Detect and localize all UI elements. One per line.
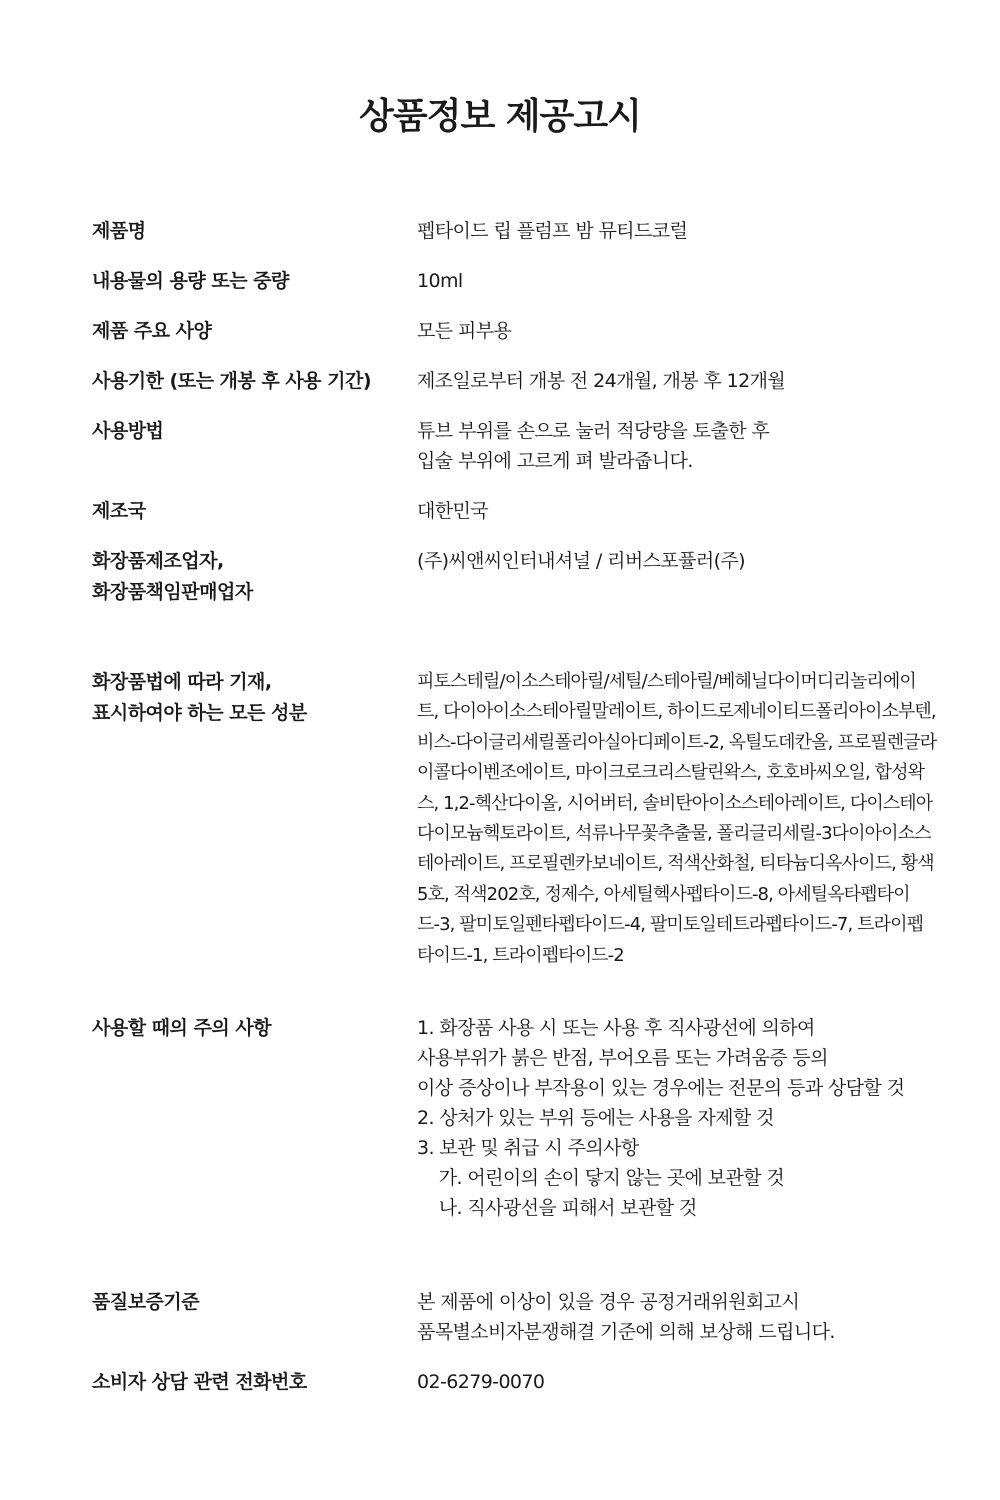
row-product-name xyxy=(92,216,952,247)
page-title: 상품정보 제공고시 xyxy=(359,96,641,137)
row-value: 피토스테릴/이소스테아릴/세틸/스테아릴/베헤닐다이머디리놀리에이트, 다이아이소스테아릴말레이트, 하이드로제네이티드폴리아이소부텐, 비스-다이글리세릴폴리아실아디페이트-2, 옥틸도데칸올, 프로필렌글라이콜다이벤조에이트, 마이크로크리스탈린왁스, 호호바씨오일, 합성왁스, 1,2-헥산다이올, 시어버터, 솔비탄아이소스테아레이트, 다이스테아다이모늄헥토라이트, 석류나무꽃추출물, 폴리글리세릴-3다이아이소스테아레이트, 프로필렌카보네이트, 적색산화철, 티타늄디옥사이드, 황색5호, 적색202호, 정제수, 아세틸헥사펩타이드-8, 아세틸옥타펩타이드-3, 팔미토일펜타펩타이드-4, 팔미토일테트라펩타이드-7, 트라이펩타이드-1, 트라이펩타이드-2 xyxy=(417,671,937,966)
row-label: 사용기한 (또는 개봉 후 사용 기간) xyxy=(92,370,372,392)
row-label: 제품 주요 사양 xyxy=(92,320,212,342)
row-value: 튜브 부위를 손으로 눌러 적당량을 토출한 후 입술 부위에 고르게 펴 발라줍니다. xyxy=(417,420,770,472)
row-value: (주)씨앤씨인터내셔널 / 리버스포퓰러(주) xyxy=(417,550,745,572)
row-label: 소비자 상담 관련 전화번호 xyxy=(92,1371,307,1393)
row-phone xyxy=(92,1367,952,1398)
row-value: 모든 피부용 xyxy=(417,320,512,342)
row-value: 펩타이드 립 플럼프 밤 뮤티드코럴 xyxy=(417,220,688,242)
row-value: 대한민국 xyxy=(417,500,489,522)
row-label: 화장품법에 따라 기재, 표시하여야 하는 모든 성분 xyxy=(92,671,307,724)
row-country xyxy=(92,496,952,527)
row-main-spec xyxy=(92,316,952,347)
row-ingredients xyxy=(92,667,952,971)
row-value: 02-6279-0070 xyxy=(417,1371,545,1393)
row-label: 제조국 xyxy=(92,500,146,522)
row-value: 본 제품에 이상이 있을 경우 공정거래위원회고시 품목별소비자분쟁해결 기준에 의해 보상해 드립니다. xyxy=(417,1291,835,1343)
row-label: 화장품제조업자, 화장품책임판매업자 xyxy=(92,550,253,603)
row-label: 내용물의 용량 또는 중량 xyxy=(92,270,289,292)
row-value: 제조일로부터 개봉 전 24개월, 개봉 후 12개월 xyxy=(417,370,786,392)
row-label: 사용방법 xyxy=(92,420,164,442)
row-value: 1. 화장품 사용 시 또는 사용 후 직사광선에 의하여 사용부위가 붉은 반점, 부어오름 또는 가려움증 등의 이상 증상이나 부작용이 있는 경우에는 전문의 등과 상담할 것 2. 상처가 있는 부위 등에는 사용을 자제할 것 3. 보관 및 취급 시 주의사항 가. 어린이의 손이 닿지 않는 곳에 보관할 것 나. 직사광선을 피해서 보관할 것 xyxy=(417,1017,905,1219)
row-label: 제품명 xyxy=(92,220,146,242)
row-expiry xyxy=(92,366,952,397)
row-precautions xyxy=(92,1013,952,1223)
row-manufacturer xyxy=(92,546,952,608)
row-volume xyxy=(92,266,952,297)
row-value: 10ml xyxy=(417,270,463,292)
row-quality-guarantee xyxy=(92,1287,952,1347)
row-usage xyxy=(92,416,952,476)
row-label: 품질보증기준 xyxy=(92,1291,200,1313)
row-label: 사용할 때의 주의 사항 xyxy=(92,1017,272,1039)
